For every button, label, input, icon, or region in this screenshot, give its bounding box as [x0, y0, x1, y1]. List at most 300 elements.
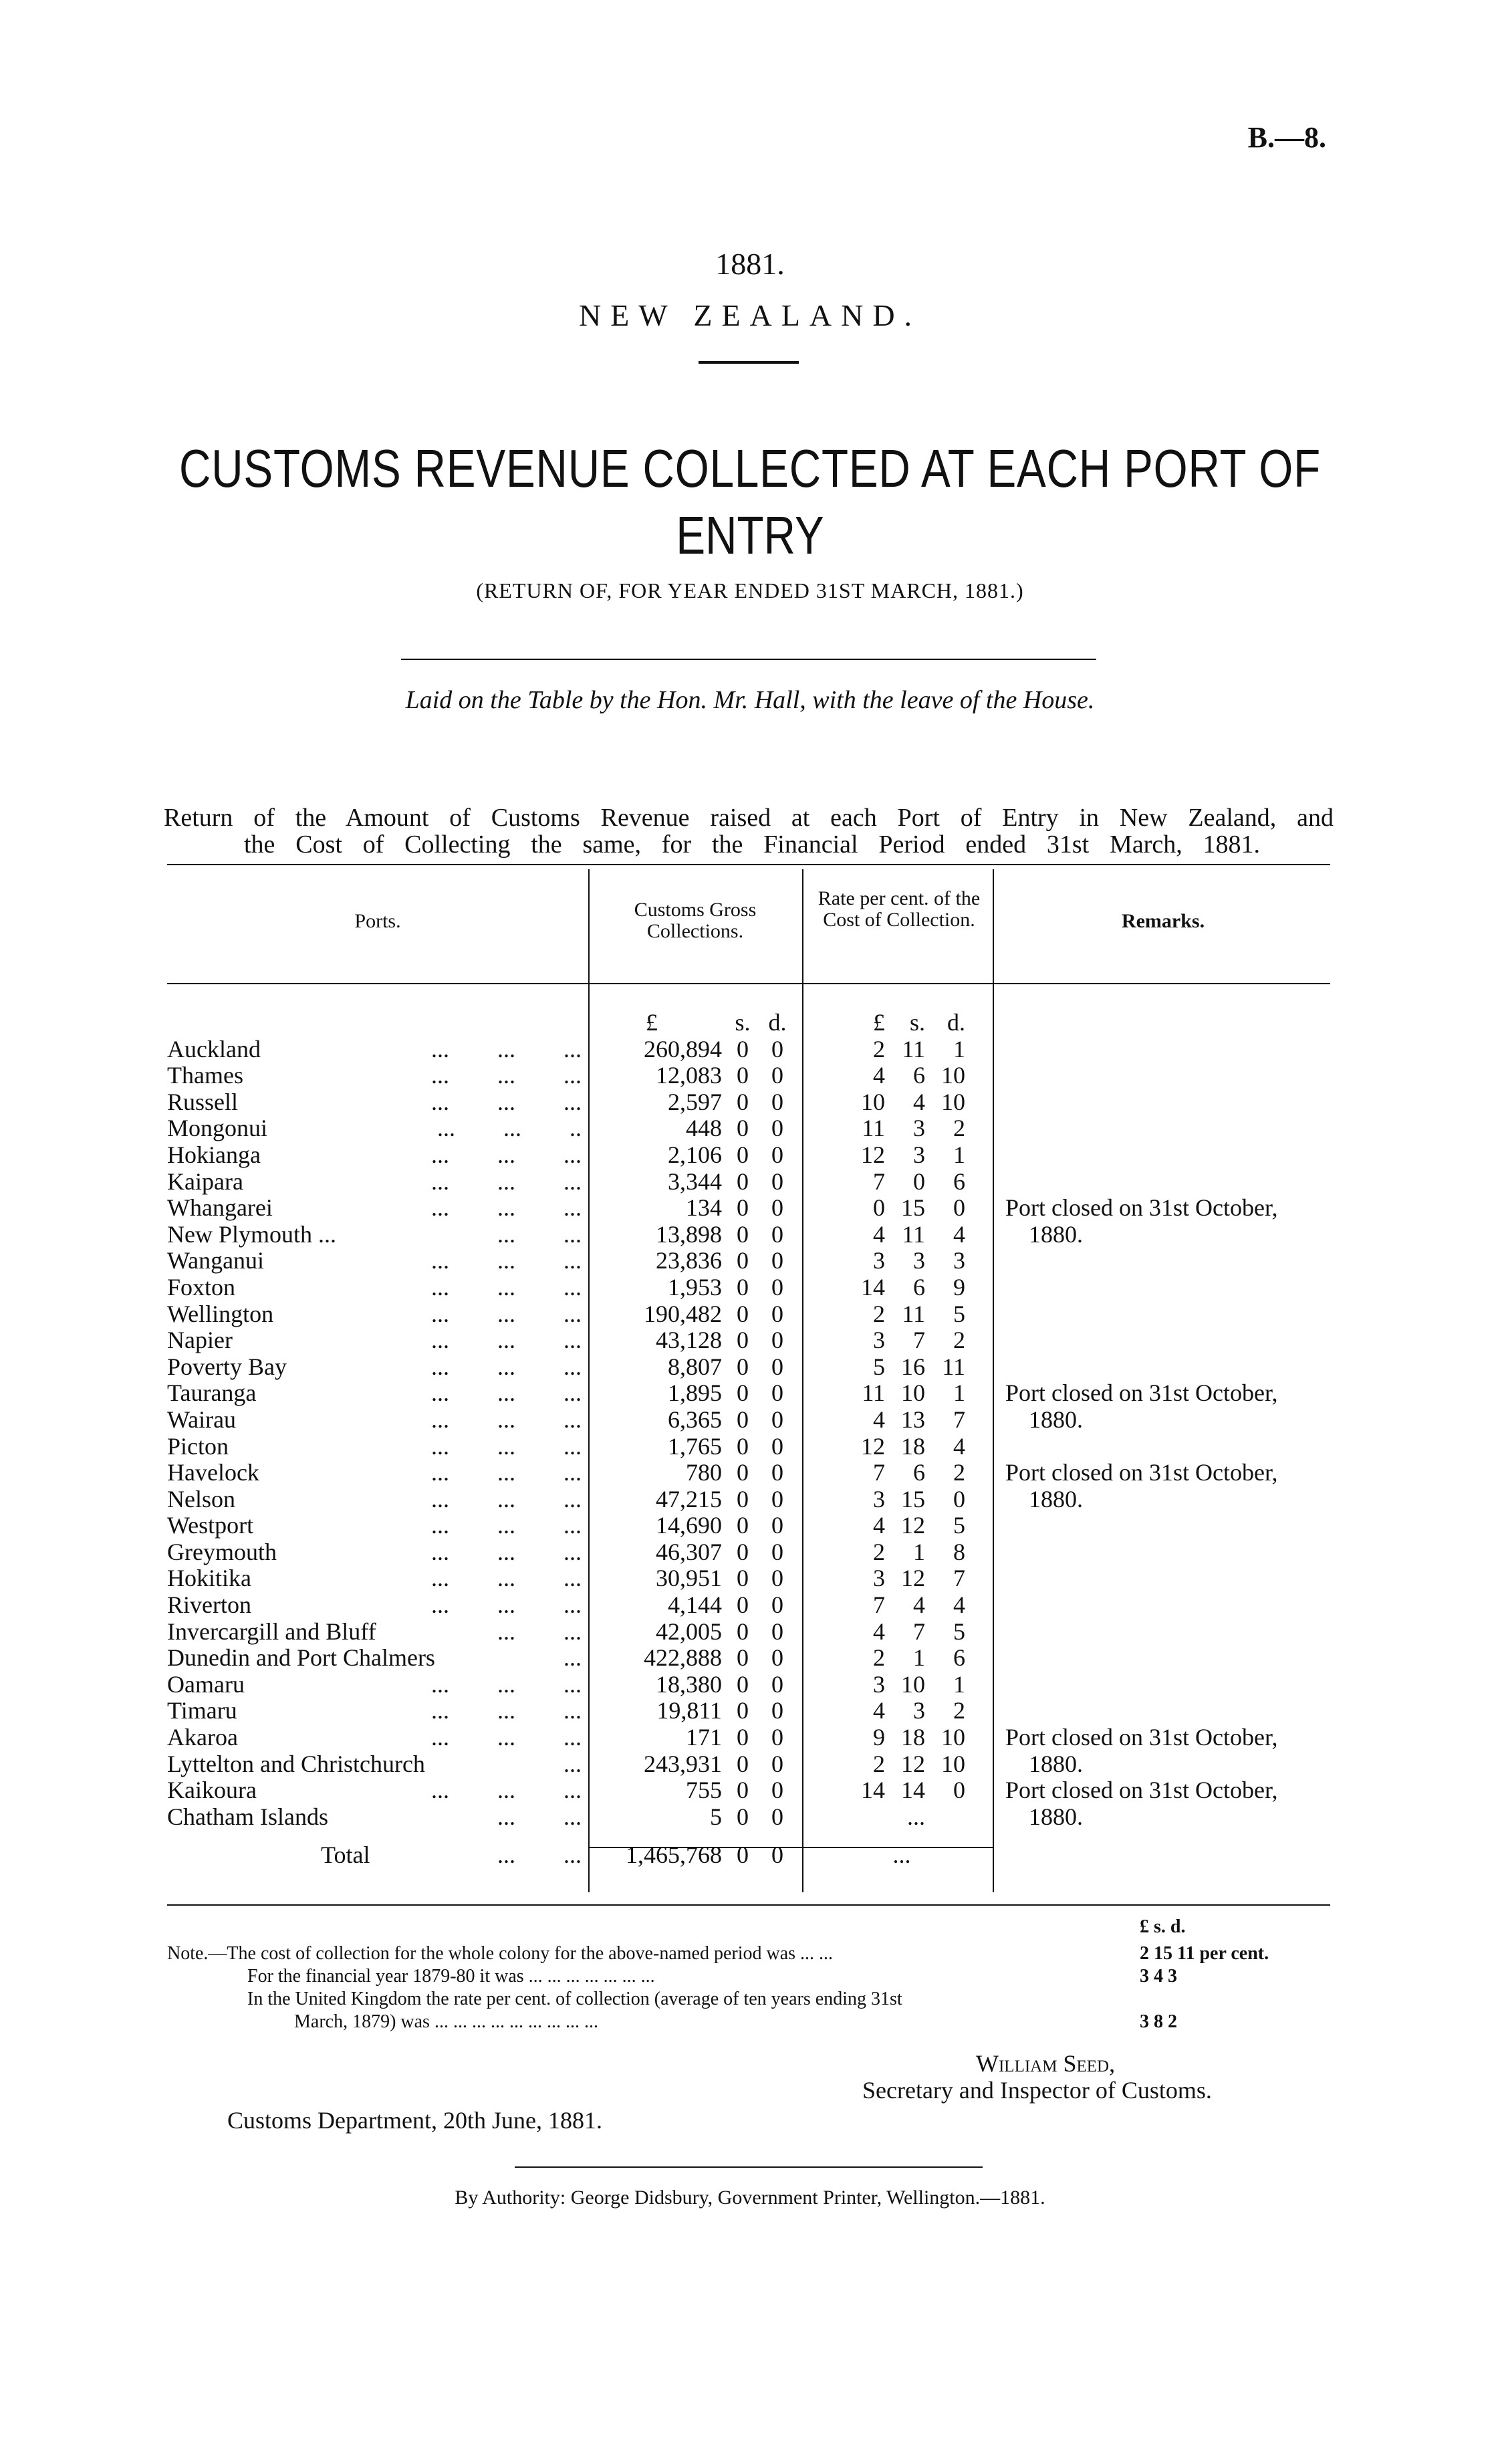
gap2	[965, 1460, 1005, 1486]
gap2	[965, 1751, 1005, 1778]
rate-shillings: 10	[901, 1670, 925, 1698]
rate-shillings: 12	[901, 1750, 925, 1777]
gross-pence: 0	[771, 1750, 783, 1777]
gross-shillings: 0	[737, 1141, 749, 1168]
total-pence: 0	[771, 1841, 783, 1869]
port-name-cell	[167, 1486, 595, 1513]
note-line4: March, 1879) was ... ... ... ... ... ... ... ... ...	[294, 2011, 598, 2032]
table-row	[167, 1645, 1376, 1672]
note-units: £ s. d.	[1140, 1916, 1186, 1937]
gross-shillings: 0	[737, 1670, 749, 1698]
unit-rate-pence: d.	[947, 1009, 965, 1036]
rate-pounds: 14	[861, 1273, 885, 1301]
footer-rule	[515, 2166, 983, 2168]
table-row	[167, 1724, 1376, 1751]
table-row	[167, 1592, 1376, 1619]
table-row	[167, 1089, 1376, 1116]
remarks-cell	[1005, 1592, 1376, 1619]
port-name-cell	[167, 1115, 595, 1142]
rate-shillings: 11	[902, 1220, 925, 1248]
col-header-rate: Rate per cent. of the Cost of Collection.	[818, 887, 981, 931]
leader-dots: ... ... ...	[431, 1724, 582, 1751]
gross-pence: 0	[771, 1141, 783, 1168]
rate-pence: 9	[953, 1273, 965, 1301]
leader-dots: ... ... ...	[431, 1167, 582, 1195]
port-name: Dunedin and Port Chalmers	[167, 1644, 435, 1672]
rate-shillings: 3	[913, 1141, 925, 1168]
gap2	[965, 1804, 1005, 1831]
gross-shillings: 0	[737, 1115, 749, 1142]
leader-dots: ... ... ...	[431, 1327, 582, 1354]
gap	[791, 1274, 838, 1301]
note-value4: 3 8 2	[1140, 2011, 1177, 2032]
gap2	[965, 1842, 1005, 1869]
leader-dots: ... ... ...	[431, 1379, 582, 1407]
rate-pounds: 11	[862, 1379, 885, 1407]
gross-shillings: 0	[737, 1644, 749, 1672]
remarks-cell	[1005, 1062, 1376, 1089]
table-row	[167, 1460, 1376, 1486]
rate-pence: 5	[953, 1617, 965, 1645]
table-row	[167, 1327, 1376, 1354]
port-name: Akaroa	[167, 1724, 238, 1751]
gross-pence: 0	[771, 1035, 783, 1062]
leader-dots: ... ...	[497, 1617, 582, 1645]
gross-shillings: 0	[737, 1220, 749, 1248]
units-gap	[791, 1010, 838, 1036]
gross-shillings: 0	[737, 1591, 749, 1619]
page-title-line1: CUSTOMS REVENUE COLLECTED AT EACH PORT OF	[178, 439, 1321, 498]
gap2	[965, 1169, 1005, 1196]
table-header-rule	[167, 983, 1330, 984]
rate-pence: 0	[953, 1485, 965, 1513]
rate-pounds: 2	[873, 1644, 885, 1672]
leader-dots: ... ... ...	[431, 1485, 582, 1513]
rate-pounds: 4	[873, 1697, 885, 1724]
port-name: Russell	[167, 1088, 239, 1115]
port-name-cell	[167, 1169, 595, 1196]
gross-pounds: 243,931	[644, 1750, 722, 1777]
gap2	[965, 1062, 1005, 1089]
table-row	[167, 1222, 1376, 1248]
gap2	[965, 1195, 1005, 1222]
port-name: Wellington	[167, 1300, 274, 1327]
port-name: Havelock	[167, 1459, 259, 1486]
rate-shillings: 6	[913, 1273, 925, 1301]
gap	[791, 1698, 838, 1724]
leader-dots: ... ... ...	[431, 1512, 582, 1539]
gross-pence: 0	[771, 1724, 783, 1751]
gross-pounds: 19,811	[656, 1697, 722, 1724]
gross-pence: 0	[771, 1273, 783, 1301]
rate-pounds: 7	[873, 1459, 885, 1486]
gap	[791, 1195, 838, 1222]
gross-pounds: 18,380	[656, 1670, 722, 1698]
gross-pence: 0	[771, 1220, 783, 1248]
rate-pounds: 4	[873, 1406, 885, 1433]
remarks-cell	[1005, 1619, 1376, 1646]
gross-pence: 0	[771, 1115, 783, 1142]
leader-dots: ... ... ...	[431, 1273, 582, 1301]
gap	[791, 1380, 838, 1407]
rate-shillings: 15	[901, 1194, 925, 1222]
rate-pounds: 5	[873, 1353, 885, 1380]
rate-pence: 7	[953, 1406, 965, 1433]
remarks-cell: Port closed on 31st October,	[1005, 1777, 1278, 1804]
unit-rate-shillings: s.	[909, 1009, 925, 1036]
rate-pounds: 2	[873, 1035, 885, 1062]
gap	[791, 1486, 838, 1513]
gross-shillings: 0	[737, 1353, 749, 1380]
gross-shillings: 0	[737, 1617, 749, 1645]
leader-dots: ... ...	[497, 1220, 582, 1248]
port-name: Wanganui	[167, 1247, 265, 1274]
gross-pence: 0	[771, 1485, 783, 1513]
rate-shillings: 3	[913, 1697, 925, 1724]
rate-pence: 10	[941, 1088, 965, 1115]
gap	[791, 1460, 838, 1486]
port-name-cell	[167, 1539, 595, 1566]
rate-shillings: 18	[901, 1432, 925, 1460]
gross-pence: 0	[771, 1088, 783, 1115]
leader-dots: ... ... ...	[431, 1670, 582, 1698]
gross-shillings: 0	[737, 1538, 749, 1565]
rate-pounds: 0	[873, 1194, 885, 1222]
remarks-cell	[1005, 1565, 1376, 1592]
total-label-cell	[167, 1842, 595, 1869]
gross-pounds: 1,953	[668, 1273, 722, 1301]
port-name-cell	[167, 1301, 595, 1328]
gross-pounds: 23,836	[656, 1247, 722, 1274]
table-row	[167, 1062, 1376, 1089]
gap	[791, 1619, 838, 1646]
gross-pounds: 780	[686, 1459, 722, 1486]
rate-shillings: 6	[913, 1459, 925, 1486]
gross-pence: 0	[771, 1353, 783, 1380]
port-name-cell	[167, 1804, 595, 1831]
port-name: Whangarei	[167, 1194, 273, 1222]
rate-pounds: 3	[873, 1327, 885, 1354]
table-row	[167, 1698, 1376, 1724]
table-row	[167, 1486, 1376, 1513]
port-name-cell	[167, 1142, 595, 1169]
rate-pence: 2	[953, 1459, 965, 1486]
gap	[791, 1062, 838, 1089]
table-top-rule	[167, 864, 1330, 865]
gross-shillings: 0	[737, 1697, 749, 1724]
gross-shillings: 0	[737, 1088, 749, 1115]
rate-shillings: 12	[901, 1512, 925, 1539]
gap2	[965, 1672, 1005, 1698]
port-name-cell	[167, 1724, 595, 1751]
gross-pounds: 47,215	[656, 1485, 722, 1513]
gap	[791, 1842, 838, 1869]
table-row	[167, 1248, 1376, 1274]
gross-pounds: 260,894	[644, 1035, 722, 1062]
rate-pence: 4	[953, 1591, 965, 1619]
unit-rate-pound: £	[873, 1009, 885, 1036]
gap	[791, 1354, 838, 1381]
rate-pounds: 2	[873, 1750, 885, 1777]
port-name: Picton	[167, 1432, 229, 1460]
gross-pounds: 6,365	[668, 1406, 722, 1433]
remarks-cell	[1005, 1274, 1376, 1301]
remarks-cell	[1005, 1169, 1376, 1196]
rate-pounds: 2	[873, 1300, 885, 1327]
rate-pounds: 3	[873, 1247, 885, 1274]
col-header-gross: Customs Gross Collections.	[634, 899, 757, 942]
gross-pounds: 3,344	[668, 1167, 722, 1195]
rate-shillings: 11	[902, 1300, 925, 1327]
col-header-ports: Ports.	[354, 910, 401, 932]
rate-shillings: 0	[913, 1167, 925, 1195]
table-row	[167, 1036, 1376, 1063]
leader-dots: ... ... ..	[437, 1115, 582, 1142]
rate-shillings: 7	[913, 1327, 925, 1354]
leader-dots: ... ... ...	[431, 1194, 582, 1222]
rate-pounds: 11	[862, 1115, 885, 1142]
gross-shillings: 0	[737, 1273, 749, 1301]
remarks-cell	[1005, 1698, 1376, 1724]
units-remarks-blank	[1005, 1010, 1376, 1036]
gross-pence: 0	[771, 1777, 783, 1804]
remarks-cell	[1005, 1089, 1376, 1116]
gross-pounds: 2,106	[668, 1141, 722, 1168]
remarks-cell	[1005, 1327, 1376, 1354]
gross-shillings: 0	[737, 1485, 749, 1513]
rate-shillings: 1	[913, 1644, 925, 1672]
gap2	[965, 1142, 1005, 1169]
total-row	[167, 1842, 1376, 1869]
unit-shillings: s.	[735, 1009, 751, 1036]
port-name: Mongonui	[167, 1115, 268, 1142]
gross-shillings: 0	[737, 1300, 749, 1327]
gross-pence: 0	[771, 1565, 783, 1592]
rate-pounds: 4	[873, 1062, 885, 1089]
gross-shillings: 0	[737, 1512, 749, 1539]
table-row	[167, 1804, 1376, 1831]
gross-pounds: 448	[686, 1115, 722, 1142]
rate-shillings: 18	[901, 1724, 925, 1751]
gap2	[965, 1592, 1005, 1619]
port-name: Riverton	[167, 1591, 251, 1619]
remarks-cell	[1005, 1434, 1376, 1460]
gap2	[965, 1327, 1005, 1354]
port-name: Thames	[167, 1062, 243, 1089]
port-name-cell	[167, 1248, 595, 1274]
table-row	[167, 1777, 1376, 1804]
rate-pence: 2	[953, 1327, 965, 1354]
port-name-cell	[167, 1222, 595, 1248]
gap2	[965, 1698, 1005, 1724]
rate-pence: 4	[953, 1432, 965, 1460]
gap	[791, 1751, 838, 1778]
remarks-cell	[1005, 1248, 1376, 1274]
remarks-cell: Port closed on 31st October,	[1005, 1459, 1278, 1486]
gross-pence: 0	[771, 1512, 783, 1539]
gap2	[965, 1539, 1005, 1566]
rate-pounds: 9	[873, 1724, 885, 1751]
rate-shillings: 15	[901, 1485, 925, 1513]
gross-shillings: 0	[737, 1432, 749, 1460]
leader-dots: ... ... ...	[431, 1062, 582, 1089]
gap	[791, 1804, 838, 1831]
remarks-cell	[1005, 1036, 1376, 1063]
gap	[791, 1248, 838, 1274]
gap2	[965, 1089, 1005, 1116]
remarks-cell	[1005, 1513, 1376, 1539]
table-row	[167, 1380, 1376, 1407]
gap	[791, 1434, 838, 1460]
port-name: Hokianga	[167, 1141, 261, 1168]
note-line1: Note.—The cost of collection for the whole colony for the above-named period was ... ...	[167, 1943, 834, 1964]
port-name-cell	[167, 1036, 595, 1063]
total-remarks-blank	[1005, 1842, 1376, 1869]
port-name: Westport	[167, 1512, 254, 1539]
rate-pence: 10	[941, 1750, 965, 1777]
rate-shillings: 16	[901, 1353, 925, 1380]
gross-pounds: 134	[686, 1194, 722, 1222]
rate-pounds: 3	[873, 1565, 885, 1592]
intro-line1: Return of the Amount of Customs Revenue raised at each Port of Entry in New Zealand, and	[164, 804, 1334, 832]
rate-shillings: 12	[901, 1565, 925, 1592]
port-name: Kaipara	[167, 1167, 243, 1195]
remarks-cell: Port closed on 31st October,	[1005, 1724, 1278, 1751]
signatory-name: William Seed,	[976, 2050, 1116, 2077]
unit-pound: £	[646, 1009, 658, 1036]
rate-shillings: 3	[913, 1115, 925, 1142]
gross-pounds: 1,765	[668, 1432, 722, 1460]
gross-pence: 0	[771, 1300, 783, 1327]
gross-shillings: 0	[737, 1459, 749, 1486]
port-name-cell	[167, 1672, 595, 1698]
rate-pence: 1	[953, 1035, 965, 1062]
gap	[791, 1539, 838, 1566]
gross-pounds: 30,951	[656, 1565, 722, 1592]
rate-shillings: 7	[913, 1617, 925, 1645]
remarks-cell	[1005, 1672, 1376, 1698]
rate-pence: 1	[953, 1141, 965, 1168]
remarks-cell: 1880.	[1029, 1803, 1083, 1830]
rate-pence: 5	[953, 1512, 965, 1539]
port-name-cell	[167, 1354, 595, 1381]
document-year: 1881.	[715, 247, 785, 281]
gross-pence: 0	[771, 1194, 783, 1222]
customs-table	[167, 1010, 1376, 1869]
rate-shillings: 14	[901, 1777, 925, 1804]
rate-pence: 6	[953, 1167, 965, 1195]
rate-shillings: 4	[913, 1591, 925, 1619]
gross-pounds: 12,083	[656, 1062, 722, 1089]
gross-shillings: 0	[737, 1750, 749, 1777]
gap2	[965, 1407, 1005, 1434]
units-row	[167, 1010, 1376, 1036]
port-name-cell	[167, 1062, 595, 1089]
gross-shillings: 0	[737, 1327, 749, 1354]
rate-shillings: 6	[913, 1062, 925, 1089]
gap2	[965, 1486, 1005, 1513]
gap2	[965, 1115, 1005, 1142]
port-name: Hokitika	[167, 1565, 251, 1592]
gross-pounds: 1,895	[668, 1379, 722, 1407]
remarks-cell: Port closed on 31st October,	[1005, 1379, 1278, 1407]
port-name: Tauranga	[167, 1379, 257, 1407]
port-name-cell	[167, 1777, 595, 1804]
gap	[791, 1089, 838, 1116]
rate-pounds: 12	[861, 1141, 885, 1168]
rate-pence: 11	[942, 1353, 965, 1380]
port-name: Invercargill and Bluff	[167, 1617, 376, 1645]
table-row	[167, 1142, 1376, 1169]
table-row	[167, 1619, 1376, 1646]
gross-shillings: 0	[737, 1247, 749, 1274]
rate-pounds: 4	[873, 1220, 885, 1248]
gap	[791, 1169, 838, 1196]
table-bottom-rule	[167, 1904, 1330, 1906]
rate-pence: 6	[953, 1644, 965, 1672]
gap2	[965, 1354, 1005, 1381]
total-leader-dots: ... ...	[497, 1841, 582, 1869]
port-name-cell	[167, 1698, 595, 1724]
gross-pounds: 42,005	[656, 1617, 722, 1645]
rate-pence: 0	[953, 1194, 965, 1222]
port-name-cell	[167, 1274, 595, 1301]
rate-pounds: 7	[873, 1591, 885, 1619]
gross-shillings: 0	[737, 1035, 749, 1062]
gross-pence: 0	[771, 1167, 783, 1195]
note-line3: In the United Kingdom the rate per cent. of collection (average of ten years ending 31st	[247, 1989, 902, 2009]
port-name: Nelson	[167, 1485, 235, 1513]
gap2	[965, 1301, 1005, 1328]
divider-mid	[401, 659, 1096, 660]
table-row	[167, 1169, 1376, 1196]
rate-shillings: ...	[907, 1803, 925, 1830]
remarks-cell	[1005, 1354, 1376, 1381]
department-date: Customs Department, 20th June, 1881.	[227, 2107, 602, 2134]
gross-pence: 0	[771, 1379, 783, 1407]
rate-pence: 8	[953, 1538, 965, 1565]
rate-pence: 1	[953, 1379, 965, 1407]
spacer-row	[167, 1830, 1376, 1842]
rate-pence: 0	[953, 1777, 965, 1804]
table-row	[167, 1354, 1376, 1381]
leader-dots: ... ... ...	[431, 1777, 582, 1804]
rate-shillings: 13	[901, 1406, 925, 1433]
country-heading: NEW ZEALAND.	[578, 298, 922, 332]
gross-shillings: 0	[737, 1167, 749, 1195]
rate-pounds: 10	[861, 1088, 885, 1115]
remarks-cell	[1005, 1142, 1376, 1169]
gap2	[965, 1380, 1005, 1407]
port-name-cell	[167, 1195, 595, 1222]
port-name: Kaikoura	[167, 1777, 257, 1804]
total-pounds: 1,465,768	[626, 1841, 722, 1869]
leader-dots: ... ... ...	[431, 1565, 582, 1592]
port-name-cell	[167, 1407, 595, 1434]
rate-pence: 10	[941, 1724, 965, 1751]
total-label: Total	[321, 1841, 370, 1869]
rate-pence: 3	[953, 1247, 965, 1274]
rate-pounds	[838, 1804, 885, 1831]
gap2	[965, 1222, 1005, 1248]
rate-pounds: 2	[873, 1538, 885, 1565]
gross-pounds: 5	[710, 1803, 722, 1830]
gross-pence: 0	[771, 1538, 783, 1565]
intro-line2: the Cost of Collecting the same, for the Financial Period ended 31st March, 1881.	[244, 830, 1260, 859]
gap	[791, 1777, 838, 1804]
gross-pence: 0	[771, 1459, 783, 1486]
spacer-cell	[167, 1830, 1376, 1842]
